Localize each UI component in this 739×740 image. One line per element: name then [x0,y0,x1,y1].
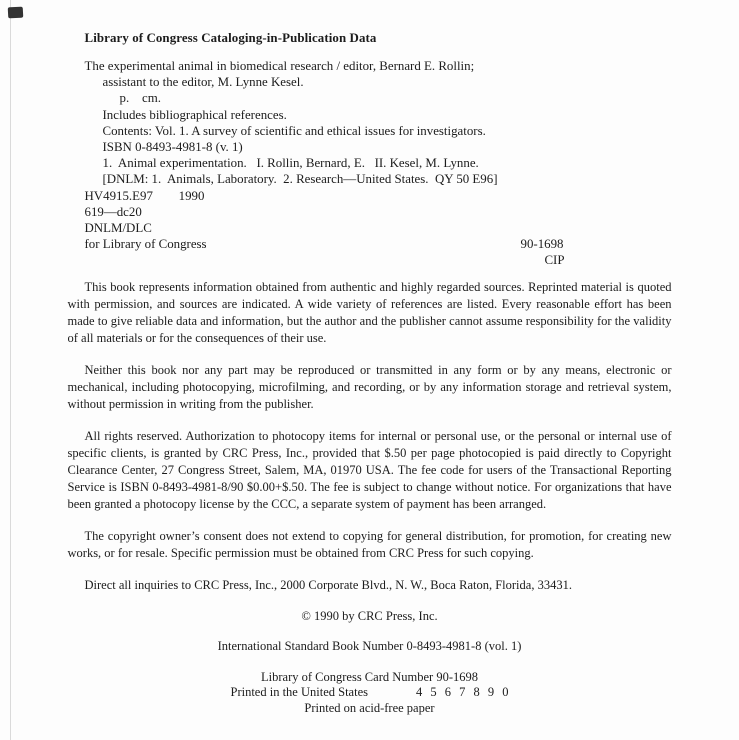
cip-line-title: The experimental animal in biomedical research / editor, Bernard E. Rollin; [84,59,475,73]
cip-card-number-row [85,236,672,252]
paragraph-reproduction-notice: Neither this book nor any part may be reproduced or transmitted in any form or by any means, electronic or mechanical, including photocopying, microfilming, and recording, or by any information storage and retrieval system, without permission in writing from the publisher. [67,362,672,411]
cip-line-for-loc: for Library of Congress [84,237,207,252]
cip-block [85,30,672,269]
paragraph-consent-limits: The copyright owner’s consent does not extend to copying for general distribution, for promotion, for creating new works, or for resale. Specific permission must be obtained from CRC Press for such copying. [67,528,672,560]
cip-line-references: Includes bibliographical references. [102,107,287,122]
scan-edge-line [10,0,11,740]
copyright-line: © 1990 by CRC Press, Inc. [301,608,438,623]
cip-line-assistant: assistant to the editor, M. Lynne Kesel. [102,75,304,90]
cip-line-isbn: ISBN 0-8493-4981-8 (v. 1) [102,140,243,155]
scan-artifact-corner-mark [8,7,24,19]
cip-line-dewey: 619—dc20 [84,204,142,219]
isbn-line: International Standard Book Number 0-8493-4981-8 (vol. 1) [217,638,522,653]
printed-in-label: Printed in the United States [230,685,368,700]
printers-key-numbers: 4 5 6 7 8 9 0 [415,685,509,700]
legal-paragraphs [68,279,672,594]
cip-line-dnlmdlc: DNLM/DLC [84,221,152,236]
inquiries-line: Direct all inquiries to CRC Press, Inc., 2000 Corporate Blvd., N. W., Boca Raton, Florida, 33431. [84,577,572,592]
paragraph-photocopy-authorization: All rights reserved. Authorization to photocopy items for internal or personal use, or the personal or internal use of specific clients, is granted by CRC Press, Inc., provided that $.50 per page photocopied is paid directly to Copyright Clearance Center, 27 Congress Street, Salem, MA, 01970 USA. The fee code for users of the Transactional Reporting Service is ISBN 0-8493-4981-8/90 $0.00+$.50. The fee is subject to change without notice. For organizations that have been granted a photocopy license by the CCC, a separate system of payment has been arranged. [67,428,672,511]
cip-card-number: 90-1698 [520,237,564,252]
printing-info-block [68,670,672,717]
paragraph-sources-disclaimer: This book represents information obtained from authentic and highly regarded sources. Reprinted material is quoted with permission, and sources are indicated. A wide variety of references are listed. Every reasonable effort has been made to give reliable data and information, but the author and the publisher cannot assume responsibility for the validity of all materials or for the consequences of their use. [67,279,672,345]
cip-line-pcm: p. cm. [119,91,162,106]
cip-heading: Library of Congress Cataloging-in-Publication Data [84,31,377,45]
acid-free-line: Printed on acid-free paper [304,700,435,715]
cip-line-subjects: 1. Animal experimentation. I. Rollin, Bernard, E. II. Kesel, M. Lynne. [102,156,479,171]
cip-line-contents: Contents: Vol. 1. A survey of scientific and ethical issues for investigators. [102,123,486,138]
cip-line-callnumber: HV4915.E97 1990 [84,188,205,203]
cip-label: CIP [544,253,565,268]
lccn-line: Library of Congress Card Number 90-1698 [261,669,478,684]
page-content [68,0,672,716]
cip-line-dnlm: [DNLM: 1. Animals, Laboratory. 2. Research—United States. QY 50 E96] [102,172,498,187]
printed-in-row [68,685,672,701]
